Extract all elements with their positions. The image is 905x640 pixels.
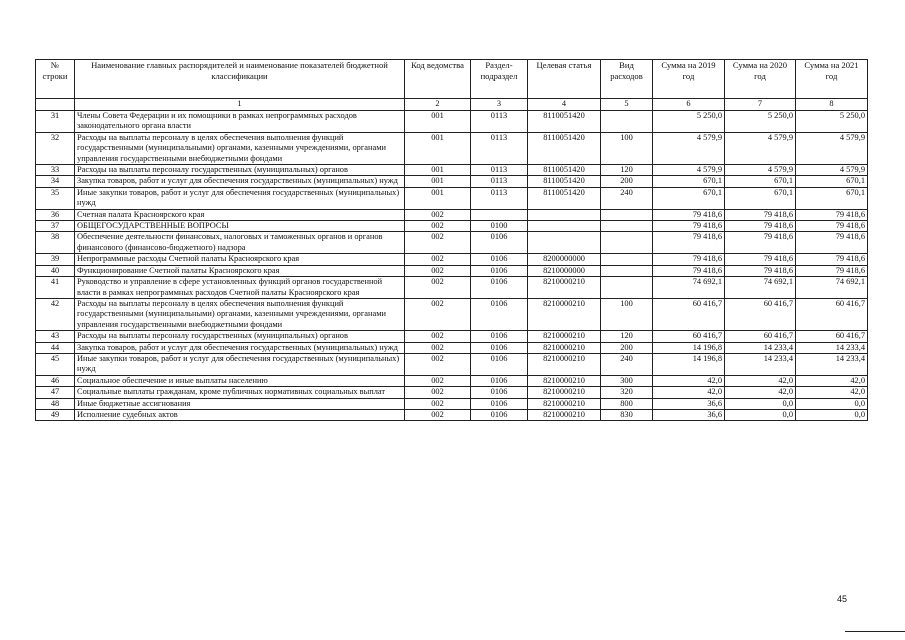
amount-2019-cell: 79 418,6 [653,265,725,276]
colnum-cell: 4 [528,99,601,111]
amount-2019-cell: 14 196,8 [653,353,725,375]
amount-2020-cell: 14 233,4 [725,353,796,375]
header-dept-code: Код ведомства [405,60,471,99]
table-header-row [36,60,868,99]
target-cell: 8110051420 [528,187,601,209]
dept-code-cell: 002 [405,254,471,265]
row-name-cell: Функционирование Счетной палаты Красноярского края [75,265,405,276]
row-number-cell: 45 [36,353,75,375]
exp-type-cell: 100 [601,298,653,330]
row-number-cell: 37 [36,221,75,232]
dept-code-cell: 001 [405,187,471,209]
row-name-cell: Закупка товаров, работ и услуг для обеспечения государственных (муниципальных) нужд [75,342,405,353]
row-name-cell: Социальное обеспечение и иные выплаты населению [75,375,405,386]
section-cell: 0106 [471,387,528,398]
section-cell: 0100 [471,221,528,232]
colnum-cell: 8 [796,99,868,111]
target-cell [528,221,601,232]
amount-2021-cell: 74 692,1 [796,277,868,299]
amount-2021-cell: 4 579,9 [796,132,868,164]
dept-code-cell: 002 [405,331,471,342]
amount-2021-cell: 14 233,4 [796,353,868,375]
amount-2019-cell: 79 418,6 [653,221,725,232]
amount-2020-cell: 42,0 [725,375,796,386]
exp-type-cell: 240 [601,353,653,375]
row-name-cell: Счетная палата Красноярского края [75,209,405,220]
target-cell: 8210000000 [528,265,601,276]
target-cell: 8210000210 [528,375,601,386]
row-name-cell: Руководство и управление в сфере установленных функций органов государственной власти в рамках непрограммных расходов Счетной палаты Красноярского края [75,277,405,299]
amount-2020-cell: 14 233,4 [725,342,796,353]
exp-type-cell [601,232,653,254]
row-number-cell: 47 [36,387,75,398]
header-exp-type: Вид расходов [601,60,653,99]
colnum-cell: 3 [471,99,528,111]
amount-2021-cell: 79 418,6 [796,209,868,220]
amount-2021-cell: 0,0 [796,398,868,409]
amount-2019-cell: 36,6 [653,398,725,409]
exp-type-cell: 100 [601,132,653,164]
amount-2021-cell: 0,0 [796,409,868,420]
amount-2020-cell: 42,0 [725,387,796,398]
amount-2019-cell: 60 416,7 [653,331,725,342]
target-cell: 8110051420 [528,165,601,176]
amount-2021-cell: 4 579,9 [796,165,868,176]
amount-2021-cell: 79 418,6 [796,265,868,276]
table-row [36,232,868,254]
row-name-cell: Расходы на выплаты персоналу государственных (муниципальных) органов [75,331,405,342]
exp-type-cell: 300 [601,375,653,386]
exp-type-cell: 120 [601,165,653,176]
dept-code-cell: 002 [405,342,471,353]
target-cell: 8210000210 [528,353,601,375]
amount-2021-cell: 42,0 [796,387,868,398]
amount-2021-cell: 79 418,6 [796,221,868,232]
colnum-cell: 5 [601,99,653,111]
table-row [36,254,868,265]
dept-code-cell: 002 [405,232,471,254]
target-cell: 8210000210 [528,387,601,398]
target-cell: 8200000000 [528,254,601,265]
amount-2021-cell: 60 416,7 [796,298,868,330]
row-number-cell: 40 [36,265,75,276]
amount-2019-cell: 79 418,6 [653,209,725,220]
section-cell: 0106 [471,331,528,342]
section-cell: 0113 [471,176,528,187]
section-cell: 0106 [471,298,528,330]
amount-2019-cell: 42,0 [653,375,725,386]
target-cell: 8110051420 [528,111,601,133]
exp-type-cell: 800 [601,398,653,409]
amount-2019-cell: 14 196,8 [653,342,725,353]
amount-2021-cell: 670,1 [796,187,868,209]
section-cell: 0106 [471,375,528,386]
row-number-cell: 48 [36,398,75,409]
table-row [36,265,868,276]
table-row [36,176,868,187]
section-cell: 0113 [471,132,528,164]
dept-code-cell: 001 [405,165,471,176]
row-number-cell: 44 [36,342,75,353]
exp-type-cell: 830 [601,409,653,420]
row-name-cell: Обеспечение деятельности финансовых, налоговых и таможенных органов и органов финансового (финансово-бюджетного) надзора [75,232,405,254]
table-row [36,398,868,409]
amount-2019-cell: 670,1 [653,176,725,187]
target-cell [528,209,601,220]
amount-2021-cell: 670,1 [796,176,868,187]
amount-2019-cell: 79 418,6 [653,254,725,265]
dept-code-cell: 001 [405,132,471,164]
table-row [36,221,868,232]
table-row [36,187,868,209]
section-cell: 0106 [471,409,528,420]
section-cell: 0106 [471,232,528,254]
amount-2020-cell: 5 250,0 [725,111,796,133]
header-name: Наименование главных распорядителей и наименование показателей бюджетной классификации [75,60,405,99]
header-2019: Сумма на 2019 год [653,60,725,99]
exp-type-cell [601,265,653,276]
row-number-cell: 46 [36,375,75,386]
section-cell [471,209,528,220]
dept-code-cell: 002 [405,398,471,409]
row-name-cell: Расходы на выплаты персоналу в целях обеспечения выполнения функций государственными (муниципальными) органами, казенными учреждениями, органами управления государственными внебюджетными фондами [75,132,405,164]
amount-2019-cell: 36,6 [653,409,725,420]
amount-2021-cell: 5 250,0 [796,111,868,133]
section-cell: 0113 [471,111,528,133]
table-row [36,353,868,375]
amount-2020-cell: 79 418,6 [725,254,796,265]
amount-2020-cell: 79 418,6 [725,221,796,232]
target-cell: 8210000210 [528,298,601,330]
budget-table [35,59,868,421]
exp-type-cell: 200 [601,342,653,353]
amount-2020-cell: 74 692,1 [725,277,796,299]
exp-type-cell [601,221,653,232]
row-number-cell: 38 [36,232,75,254]
dept-code-cell: 002 [405,221,471,232]
row-name-cell: Закупка товаров, работ и услуг для обеспечения государственных (муниципальных) нужд [75,176,405,187]
section-cell: 0113 [471,187,528,209]
row-name-cell: Иные бюджетные ассигнования [75,398,405,409]
amount-2021-cell: 60 416,7 [796,331,868,342]
exp-type-cell [601,111,653,133]
section-cell: 0106 [471,342,528,353]
table-row [36,298,868,330]
amount-2020-cell: 0,0 [725,398,796,409]
dept-code-cell: 002 [405,298,471,330]
target-cell: 8210000210 [528,277,601,299]
amount-2020-cell: 79 418,6 [725,232,796,254]
table-row [36,132,868,164]
amount-2020-cell: 670,1 [725,176,796,187]
exp-type-cell [601,277,653,299]
header-2020: Сумма на 2020 год [725,60,796,99]
header-2021: Сумма на 2021 год [796,60,868,99]
header-section: Раздел-подраздел [471,60,528,99]
amount-2019-cell: 60 416,7 [653,298,725,330]
section-cell: 0106 [471,277,528,299]
target-cell: 8210000210 [528,342,601,353]
target-cell: 8210000210 [528,331,601,342]
header-target: Целевая статья [528,60,601,99]
section-cell: 0106 [471,265,528,276]
dept-code-cell: 002 [405,387,471,398]
corner-line [845,631,905,632]
table-row [36,331,868,342]
row-number-cell: 32 [36,132,75,164]
dept-code-cell: 001 [405,111,471,133]
dept-code-cell: 002 [405,209,471,220]
amount-2021-cell: 79 418,6 [796,232,868,254]
amount-2020-cell: 79 418,6 [725,265,796,276]
amount-2019-cell: 5 250,0 [653,111,725,133]
table-row [36,409,868,420]
section-cell: 0106 [471,353,528,375]
amount-2019-cell: 74 692,1 [653,277,725,299]
row-name-cell: ОБЩЕГОСУДАРСТВЕННЫЕ ВОПРОСЫ [75,221,405,232]
amount-2021-cell: 79 418,6 [796,254,868,265]
table-row [36,375,868,386]
amount-2020-cell: 0,0 [725,409,796,420]
amount-2020-cell: 60 416,7 [725,298,796,330]
amount-2019-cell: 79 418,6 [653,232,725,254]
amount-2020-cell: 4 579,9 [725,165,796,176]
amount-2020-cell: 670,1 [725,187,796,209]
amount-2020-cell: 4 579,9 [725,132,796,164]
exp-type-cell: 120 [601,331,653,342]
dept-code-cell: 002 [405,375,471,386]
exp-type-cell: 320 [601,387,653,398]
colnum-cell: 7 [725,99,796,111]
colnum-cell [36,99,75,111]
row-name-cell: Расходы на выплаты персоналу в целях обеспечения выполнения функций государственными (муниципальными) органами, казенными учреждениями, органами управления государственными внебюджетными фондами [75,298,405,330]
target-cell [528,232,601,254]
header-row-no: № строки [36,60,75,99]
exp-type-cell: 200 [601,176,653,187]
row-number-cell: 41 [36,277,75,299]
exp-type-cell [601,254,653,265]
table-row [36,111,868,133]
row-number-cell: 35 [36,187,75,209]
section-cell: 0113 [471,165,528,176]
row-name-cell: Непрограммные расходы Счетной палаты Красноярского края [75,254,405,265]
target-cell: 8210000210 [528,398,601,409]
section-cell: 0106 [471,398,528,409]
colnum-cell: 1 [75,99,405,111]
table-row [36,209,868,220]
row-number-cell: 39 [36,254,75,265]
amount-2019-cell: 670,1 [653,187,725,209]
target-cell: 8110051420 [528,132,601,164]
exp-type-cell: 240 [601,187,653,209]
row-number-cell: 31 [36,111,75,133]
dept-code-cell: 002 [405,277,471,299]
target-cell: 8210000210 [528,409,601,420]
amount-2020-cell: 79 418,6 [725,209,796,220]
amount-2019-cell: 4 579,9 [653,165,725,176]
row-number-cell: 43 [36,331,75,342]
row-name-cell: Члены Совета Федерации и их помощники в рамках непрограммных расходов законодательного органа власти [75,111,405,133]
row-name-cell: Социальные выплаты гражданам, кроме публичных нормативных социальных выплат [75,387,405,398]
row-number-cell: 33 [36,165,75,176]
row-name-cell: Иные закупки товаров, работ и услуг для обеспечения государственных (муниципальных) нужд [75,187,405,209]
row-name-cell: Исполнение судебных актов [75,409,405,420]
target-cell: 8110051420 [528,176,601,187]
dept-code-cell: 002 [405,409,471,420]
table-row [36,387,868,398]
column-numbers-row [36,99,868,111]
row-number-cell: 34 [36,176,75,187]
amount-2021-cell: 42,0 [796,375,868,386]
amount-2019-cell: 42,0 [653,387,725,398]
table-row [36,342,868,353]
amount-2021-cell: 14 233,4 [796,342,868,353]
colnum-cell: 6 [653,99,725,111]
row-number-cell: 42 [36,298,75,330]
colnum-cell: 2 [405,99,471,111]
page-number: 45 [836,594,847,604]
table-row [36,277,868,299]
exp-type-cell [601,209,653,220]
section-cell: 0106 [471,254,528,265]
row-name-cell: Расходы на выплаты персоналу государственных (муниципальных) органов [75,165,405,176]
row-name-cell: Иные закупки товаров, работ и услуг для обеспечения государственных (муниципальных) нужд [75,353,405,375]
amount-2020-cell: 60 416,7 [725,331,796,342]
amount-2019-cell: 4 579,9 [653,132,725,164]
row-number-cell: 49 [36,409,75,420]
dept-code-cell: 002 [405,265,471,276]
dept-code-cell: 001 [405,176,471,187]
row-number-cell: 36 [36,209,75,220]
dept-code-cell: 002 [405,353,471,375]
table-row [36,165,868,176]
